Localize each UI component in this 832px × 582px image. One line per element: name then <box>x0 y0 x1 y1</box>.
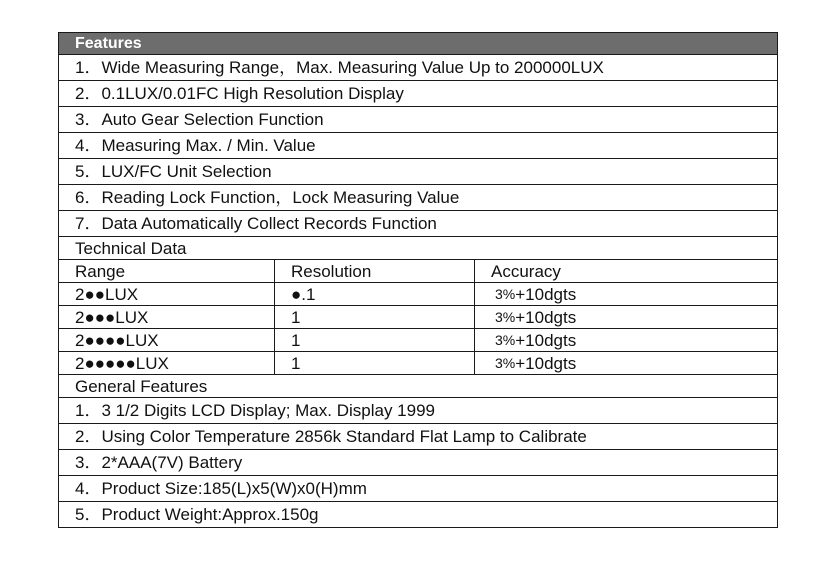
general-feature-row <box>59 449 777 475</box>
feature-item: 4．Measuring Max. / Min. Value <box>75 136 316 155</box>
accuracy-percent: 3% <box>495 309 516 325</box>
general-feature-row <box>59 475 777 501</box>
accuracy-cell <box>475 306 777 328</box>
feature-row <box>59 106 777 132</box>
accuracy-digits: +10dgts <box>515 284 577 304</box>
table-row <box>59 282 777 305</box>
accuracy-digits: +10dgts <box>515 307 577 327</box>
feature-row <box>59 210 777 236</box>
column-header-resolution: Resolution <box>275 260 475 282</box>
accuracy-digits: +10dgts <box>515 353 577 373</box>
technical-data-title: Technical Data <box>75 238 187 258</box>
features-title: Features <box>75 34 142 52</box>
accuracy-digits: +10dgts <box>515 330 577 350</box>
feature-row <box>59 54 777 80</box>
general-feature-row <box>59 501 777 527</box>
features-header <box>59 33 777 54</box>
resolution-cell: 1 <box>275 329 475 351</box>
table-row <box>59 305 777 328</box>
accuracy-percent: 3% <box>495 286 516 302</box>
feature-item: 3．Auto Gear Selection Function <box>75 110 324 129</box>
accuracy-cell <box>475 283 777 305</box>
general-feature-item: 2．Using Color Temperature 2856k Standard Flat Lamp to Calibrate <box>75 427 587 446</box>
feature-item: 1．Wide Measuring Range，Max. Measuring Value Up to 200000LUX <box>75 58 604 77</box>
resolution-cell: 1 <box>275 352 475 374</box>
range-cell: 2●●LUX <box>59 283 275 305</box>
accuracy-cell <box>475 352 777 374</box>
general-feature-item: 3．2*AAA(7V) Battery <box>75 453 243 472</box>
range-cell: 2●●●LUX <box>59 306 275 328</box>
column-header-accuracy: Accuracy <box>491 261 561 281</box>
general-features-title-row <box>59 374 777 397</box>
general-features-title: General Features <box>75 376 208 396</box>
feature-row <box>59 80 777 106</box>
general-feature-item: 4．Product Size:185(L)x5(W)x0(H)mm <box>75 479 367 498</box>
range-cell: 2●●●●●LUX <box>59 352 275 374</box>
technical-column-headers <box>59 259 777 282</box>
feature-row <box>59 184 777 210</box>
feature-row <box>59 132 777 158</box>
feature-item: 2．0.1LUX/0.01FC High Resolution Display <box>75 84 404 103</box>
accuracy-cell <box>475 329 777 351</box>
resolution-cell: 1 <box>275 306 475 328</box>
feature-item: 5．LUX/FC Unit Selection <box>75 162 272 181</box>
general-feature-row <box>59 423 777 449</box>
spec-table <box>58 32 778 528</box>
table-row <box>59 351 777 374</box>
table-row <box>59 328 777 351</box>
range-cell: 2●●●●LUX <box>59 329 275 351</box>
technical-data-title-row <box>59 236 777 259</box>
column-header-range: Range <box>59 260 275 282</box>
accuracy-percent: 3% <box>495 355 516 371</box>
general-feature-item: 1．3 1/2 Digits LCD Display; Max. Display 1999 <box>75 401 435 420</box>
general-feature-item: 5．Product Weight:Approx.150g <box>75 505 319 524</box>
general-feature-row <box>59 397 777 423</box>
accuracy-percent: 3% <box>495 332 516 348</box>
feature-item: 7．Data Automatically Collect Records Function <box>75 214 437 233</box>
feature-row <box>59 158 777 184</box>
feature-item: 6．Reading Lock Function，Lock Measuring Value <box>75 188 460 207</box>
resolution-cell: ●.1 <box>275 283 475 305</box>
